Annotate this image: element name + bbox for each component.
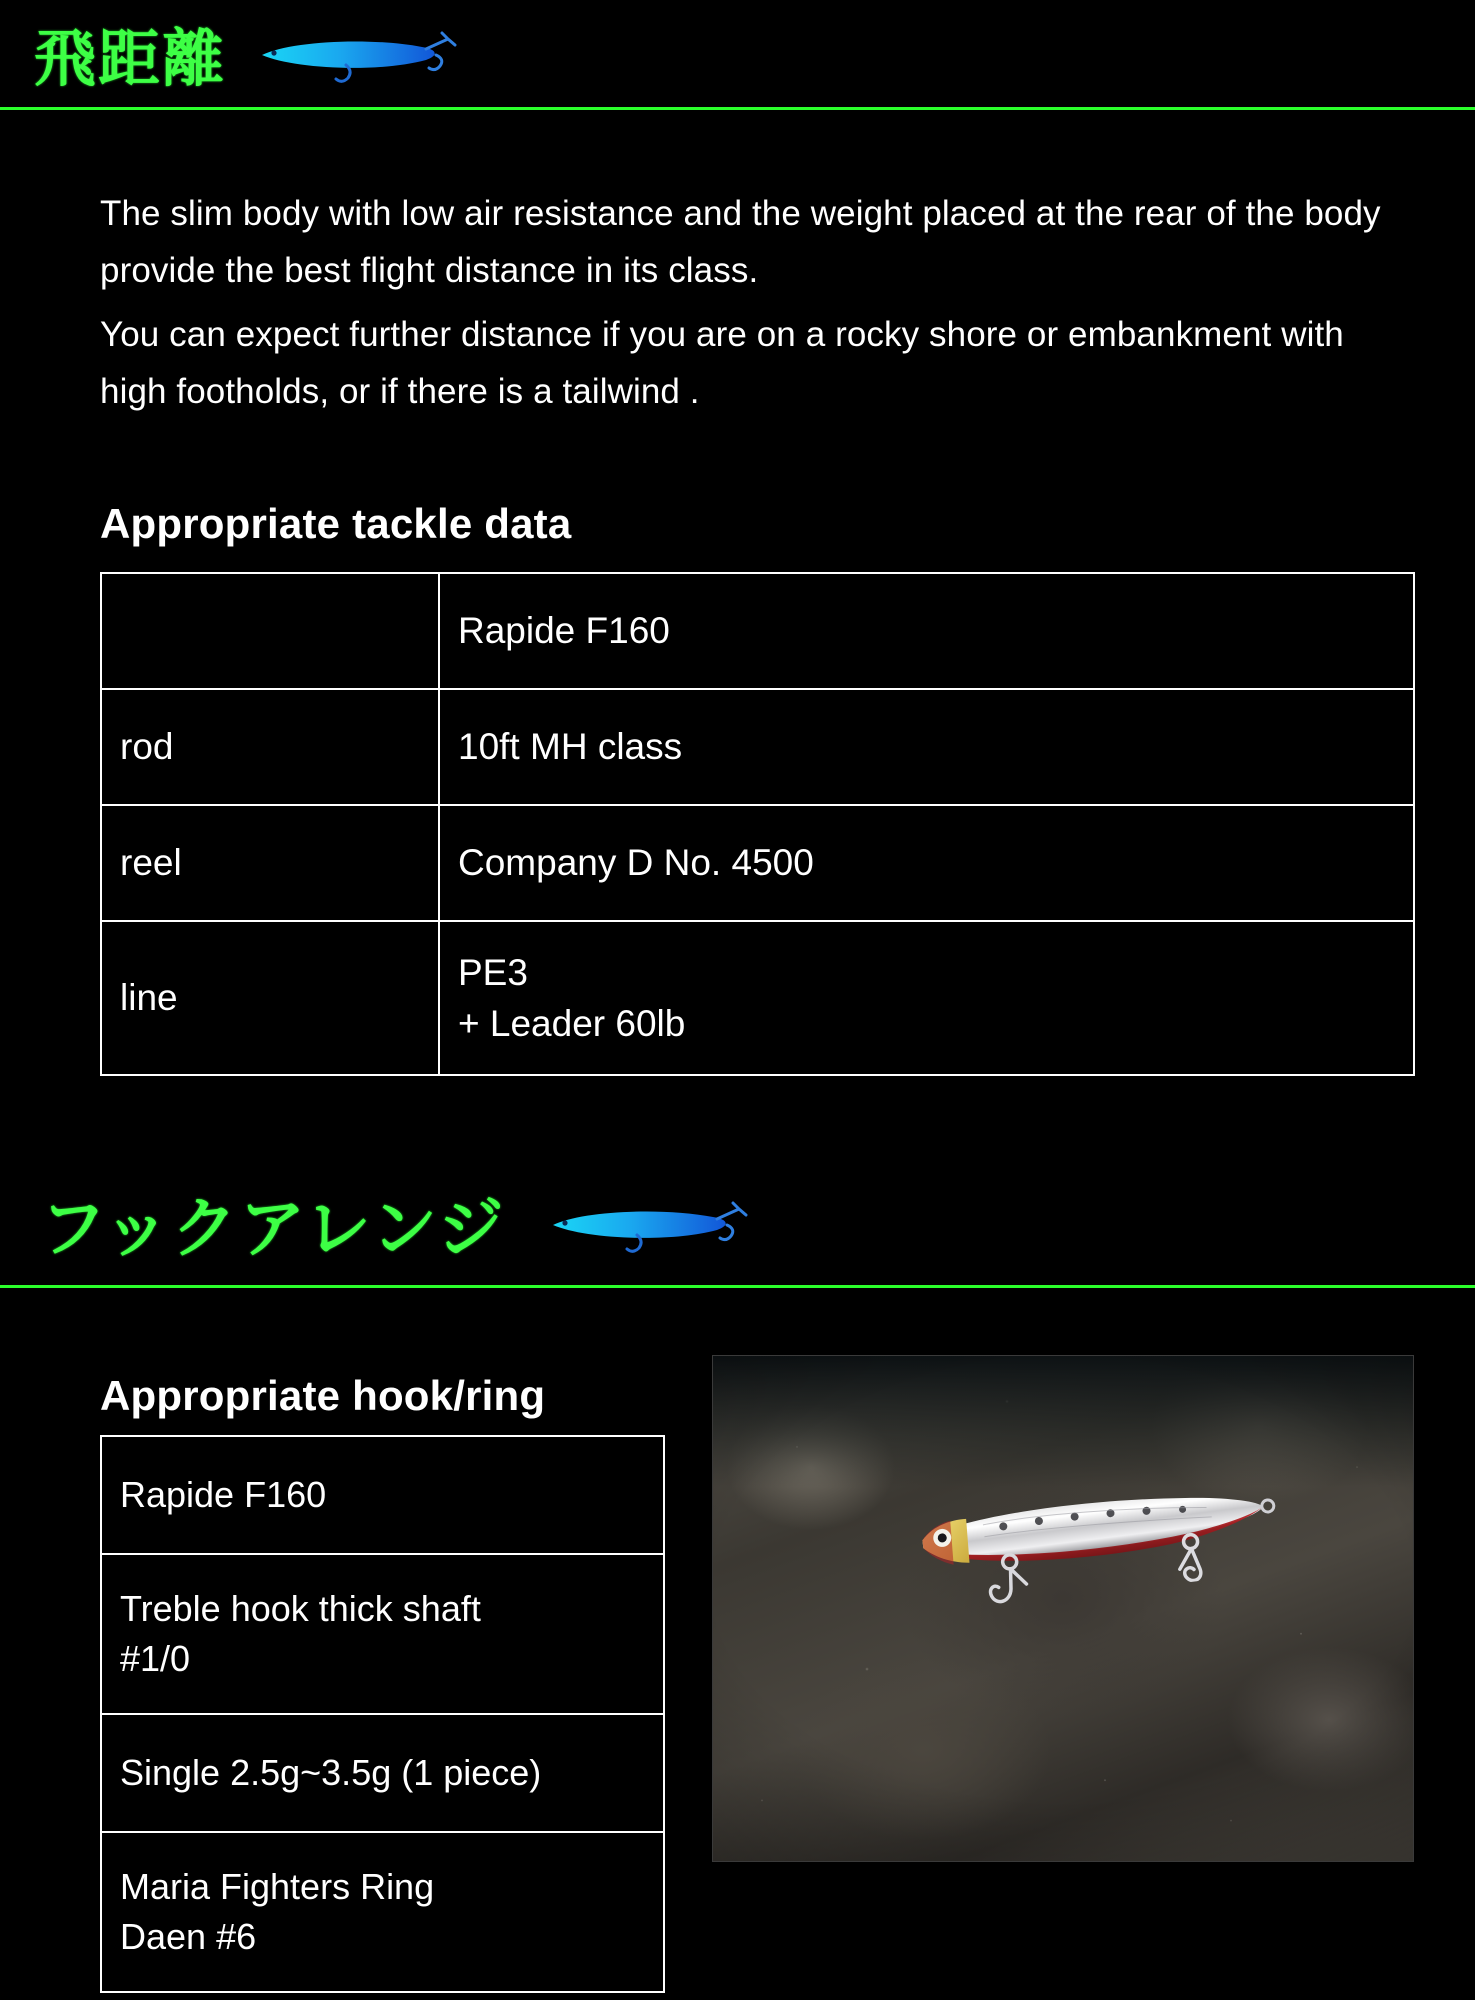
tackle-row-3-value [439,921,1414,1075]
lure-on-rock-photo [712,1355,1414,1862]
hook-row-3 [101,1832,664,1992]
tackle-row-0-value: Rapide F160 [439,573,1414,689]
tackle-data-heading: Appropriate tackle data [100,500,572,547]
appropriate-tackle-table [100,572,1415,1076]
appropriate-hook-ring-table [100,1435,665,1993]
hook-row-1 [101,1554,664,1714]
hook-row-0-line1: Rapide F160 [120,1473,327,1515]
tackle-row-3-value-line2: + Leader 60lb [458,1003,686,1044]
tackle-row-0-label [101,573,439,689]
hook-row-0 [101,1436,664,1554]
tackle-row-3-label: line [101,921,439,1075]
hook-row-2-line1: Single 2.5g~3.5g (1 piece) [120,1751,542,1793]
lure-icon [541,1199,751,1255]
table-row [101,689,1414,805]
table-row [101,921,1414,1075]
table-row [101,805,1414,921]
hook-row-3-line1: Maria Fighters Ring [120,1865,435,1907]
section-header-flight-distance [0,0,1475,110]
hook-row-1-line2: #1/0 [120,1638,191,1679]
tackle-row-2-label: reel [101,805,439,921]
table-row [101,1554,664,1714]
section-header-hook-arrangement [0,1160,1475,1288]
hook-row-2 [101,1714,664,1832]
tackle-row-1-label: rod [101,689,439,805]
photo-vignette [713,1356,1413,1861]
table-row [101,1714,664,1832]
intro-paragraph-2: You can expect further distance if you are on a rocky shore or embankment with high footholds, or if there is a tailwind . [100,315,1344,411]
hook-row-3-line2: Daen #6 [120,1916,257,1957]
lure-icon [250,29,460,85]
hook-row-1-line1: Treble hook thick shaft [120,1587,481,1629]
intro-paragraph-1: The slim body with low air resistance and the weight placed at the rear of the body provide the best flight distance in its class. [100,194,1381,290]
hook-ring-heading: Appropriate hook/ring [100,1372,546,1419]
tackle-row-1-value: 10ft MH class [439,689,1414,805]
tackle-row-2-value: Company D No. 4500 [439,805,1414,921]
table-row [101,1832,664,1992]
tackle-row-3-value-line1: PE3 [458,951,528,993]
table-row [101,1436,664,1554]
table-row [101,573,1414,689]
section-title-flight-distance: 飛距離 [34,25,227,94]
section-title-hook-arrangement: フックアレンジ [40,1191,506,1265]
